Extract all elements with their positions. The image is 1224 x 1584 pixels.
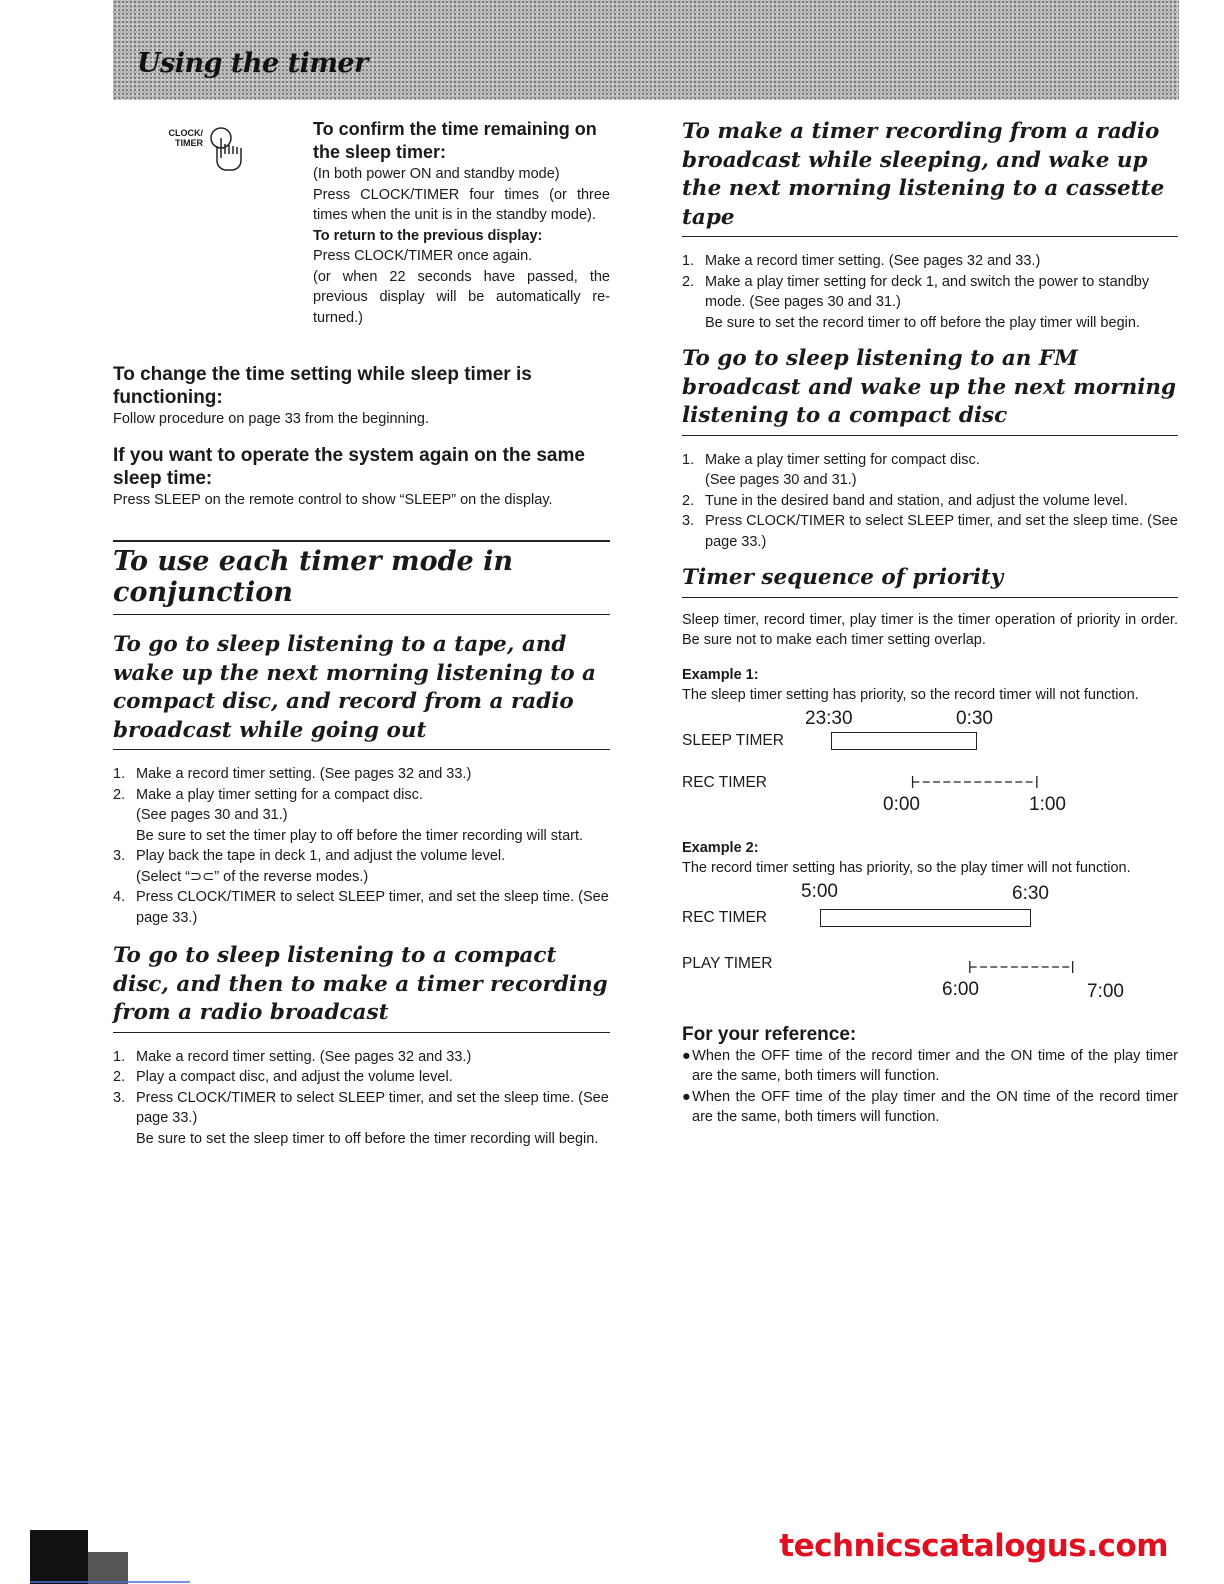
tape-cd-radio-heading: To go to sleep listening to a tape, and wake up the next morning listening to a compact disc, and record from a radio broadcast while going out [113,631,610,750]
ex1-row1-label: SLEEP TIMER [682,731,784,749]
page-title: Using the timer [137,48,368,79]
return-heading: To return to the previous display: [313,227,543,244]
ex2-rec-bar [820,909,1031,927]
example-2-diagram [682,879,1178,1002]
priority-heading: Timer sequence of priority [682,564,1178,598]
list-item: 3. Press CLOCK/TIMER to select SLEEP timer, and set the sleep time. (See page 33.) Be sure to set the sleep timer to off before the timer recording will begin. [113,1089,609,1147]
ex2-play-start: 6:00 [942,978,979,1000]
return-text: Press CLOCK/TIMER once again. [313,248,533,264]
list-item: 2. Play a compact disc, and adjust the volume level. [113,1069,453,1085]
page-corner-mark [30,1530,190,1584]
ex1-sleep-end: 0:30 [956,707,993,729]
list-item: 3. Press CLOCK/TIMER to select SLEEP timer, and set the sleep time. (See page 33.) [682,513,1178,550]
priority-intro: Sleep timer, record timer, play timer is the timer operation of priority in order. Be sure not to make each timer setting overlap. [682,611,1178,648]
radio-tape-heading: To make a timer recording from a radio broadcast while sleeping, and wake up the next morning listening to a cassette tape [682,118,1178,237]
ex2-play-end: 7:00 [1087,980,1124,1002]
reference-section [682,1023,1178,1128]
ex1-row2-label: REC TIMER [682,773,767,791]
list-item: 1. Make a play timer setting for compact disc. (See pages 30 and 31.) [682,451,980,488]
tape-cd-radio-section [113,631,610,928]
change-setting-section [113,363,610,430]
conjunction-section [113,540,610,1149]
example-2 [682,838,1178,1002]
operate-again-section [113,444,610,511]
example-1-diagram [682,706,1178,816]
list-item: 1. Make a record timer setting. (See pages 32 and 33.) [113,1048,472,1065]
radio-tape-section [682,118,1178,333]
change-setting-heading: To change the time setting while sleep timer is functioning: [113,364,532,408]
ex1-sleep-start: 23:30 [805,707,853,729]
ex2-row1-label: REC TIMER [682,908,767,926]
confirm-section [113,118,610,363]
fm-cd-steps [682,450,1178,553]
conjunction-title: To use each timer mode in conjunction [113,540,610,615]
ex2-row2-label: PLAY TIMER [682,954,773,972]
watermark-text: technicscatalogus.com [779,1528,1168,1564]
tape-cd-radio-steps [113,764,610,928]
ex1-rec-start: 0:00 [883,793,920,815]
left-column [113,118,610,1149]
example-2-text: The record timer setting has priority, so the play timer will not function. [682,860,1131,876]
fm-cd-heading: To go to sleep listening to an FM broadcast and wake up the next morning listening to a compact disc [682,345,1178,436]
ex2-rec-end: 6:30 [1012,882,1049,904]
list-item: 2. Make a play timer setting for a compact disc. (See pages 30 and 31.) Be sure to set the timer play to off before the timer recording will start. [113,786,584,844]
example-1 [682,665,1178,816]
reference-bullet-1: ●When the OFF time of the record timer and the ON time of the play timer are the same, both timers will function. [682,1047,1178,1084]
example-1-label: Example 1: [682,666,759,683]
ex2-play-span [960,961,1085,973]
list-item: 2. Make a play timer setting for deck 1, and switch the power to standby mode. (See pages 30 and 31.) Be sure to set the record timer to off before the play timer will begin. [682,273,1150,331]
confirm-text [313,118,610,328]
cd-record-steps [113,1047,610,1150]
reference-heading: For your reference: [682,1023,857,1045]
list-item: 2. Tune in the desired band and station, and adjust the volume level. [682,492,1128,509]
list-item: 3. Play back the tape in deck 1, and adjust the volume level. (Select “⊃⊂” of the reverse modes.) [113,848,506,885]
priority-section [682,564,1178,1128]
operate-again-text: Press SLEEP on the remote control to show “SLEEP” on the display. [113,491,553,508]
cd-record-heading: To go to sleep listening to a compact disc, and then to make a timer recording from a radio broadcast [113,942,610,1033]
ex2-rec-start: 5:00 [801,880,838,902]
list-item: 1. Make a record timer setting. (See pages 32 and 33.) [113,766,472,782]
radio-tape-steps [682,251,1178,333]
operate-again-heading: If you want to operate the system again on the same sleep time: [113,444,585,489]
confirm-heading: To confirm the time remaining on the sleep timer: [313,119,597,162]
pointing-hand-icon [203,124,253,174]
right-column [682,118,1178,1128]
cd-record-section [113,942,610,1149]
reference-bullet-2: ●When the OFF time of the play timer and the ON time of the record timer are the same, both timers will function. [682,1088,1178,1125]
change-setting-text: Follow procedure on page 33 from the beginning. [113,411,429,427]
confirm-press-text: Press CLOCK/TIMER four times (or three times when the unit is in the standby mode). [313,186,610,223]
clock-timer-button-icon [163,124,253,184]
example-2-label: Example 2: [682,839,759,856]
ex1-rec-span [901,776,1051,788]
list-item: 1. Make a record timer setting. (See pages 32 and 33.) [682,253,1041,269]
return-note: (or when 22 seconds have passed, the previous display will be automatically re-turned.) [313,268,610,326]
fm-cd-section [682,345,1178,552]
confirm-mode-note: (In both power ON and standby mode) [313,166,560,182]
ex1-sleep-bar [831,732,977,750]
ex1-rec-end: 1:00 [1029,793,1066,815]
example-1-text: The sleep timer setting has priority, so the record timer will not function. [682,687,1139,703]
clock-timer-label: CLOCK/ TIMER [168,128,203,148]
list-item: 4. Press CLOCK/TIMER to select SLEEP timer, and set the sleep time. (See page 33.) [113,889,609,926]
